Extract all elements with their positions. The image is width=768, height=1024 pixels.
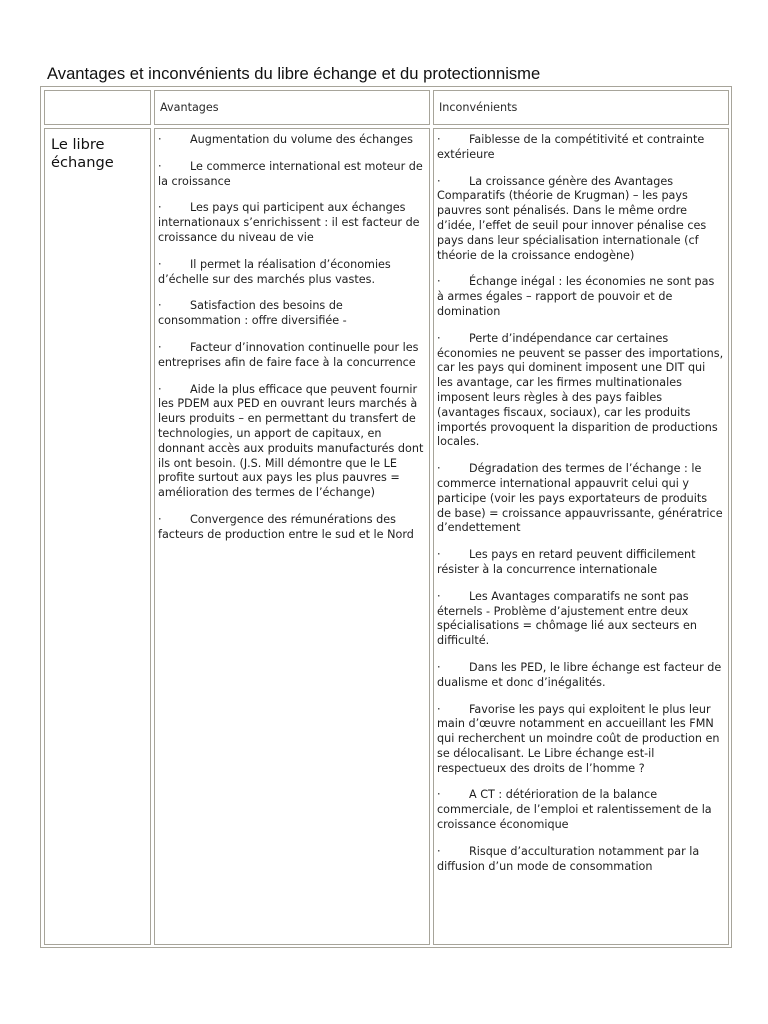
bullet-dot: · xyxy=(158,133,162,146)
header-cell-advantages xyxy=(154,90,430,125)
row-label-libre-echange: Le libre échange xyxy=(51,136,114,171)
item-text: Perte d’indépendance car certaines économies ne peuvent se passer des importations, car les pays qui dominent imposent une DIT qui les avantage, car les firmes multinationales imposent leurs règles à des pays faibles (avantages fiscaux, sociaux), car les produits importés provoquent la disparition de productions locales. xyxy=(437,331,724,449)
item-text: Échange inégal : les économies ne sont pas à armes égales – rapport de pouvoir et de domination xyxy=(437,275,715,318)
item-text: Facteur d’innovation continuelle pour les entreprises afin de faire face à la concurrence xyxy=(158,340,419,369)
item-text: Risque d’acculturation notamment par la diffusion d’un mode de consommation xyxy=(437,844,700,873)
disadvantage-item xyxy=(437,788,724,832)
header-disadvantages: Inconvénients xyxy=(439,101,518,114)
disadvantages-cell xyxy=(433,128,729,945)
bullet-dot: · xyxy=(437,275,441,289)
item-text: Faiblesse de la compétitivité et contrainte extérieure xyxy=(437,133,705,161)
item-text: Convergence des rémunérations des facteurs de production entre le sud et le Nord xyxy=(158,512,414,541)
item-text: A CT : détérioration de la balance commerciale, de l’emploi et ralentissement de la croissance économique xyxy=(437,788,712,832)
item-text: Favorise les pays qui exploitent le plus leur main d’œuvre notamment en accueillant les FMN qui recherchent un moindre coût de production en se délocalisant. Le Libre échange est-il respectueux des droits de l’homme ? xyxy=(437,702,720,775)
advantages-cell xyxy=(154,128,430,945)
disadvantage-item xyxy=(437,175,724,264)
disadvantage-item xyxy=(437,661,724,691)
item-text: La croissance génère des Avantages Comparatifs (théorie de Krugman) – les pays pauvres sont pénalisés. Dans le même ordre d’idée, l’effet de seuil pour innover pénalise ces pays dans leur spécialisation internationale (cf théorie de la croissance endogène) xyxy=(437,174,707,262)
disadvantage-item xyxy=(437,133,724,163)
item-text: Les pays qui participent aux échanges internationaux s’enrichissent : il est facteur de croissance du niveau de vie xyxy=(158,201,420,244)
advantage-item xyxy=(158,133,424,148)
advantages-list xyxy=(158,133,424,555)
advantage-item xyxy=(158,201,424,245)
advantage-item xyxy=(158,299,424,329)
bullet-dot: · xyxy=(437,788,441,802)
bullet-dot: · xyxy=(158,159,162,173)
item-text: Les Avantages comparatifs ne sont pas éternels - Problème d’ajustement entre deux spécialisations = chômage lié aux secteurs en difficulté. xyxy=(437,589,697,648)
advantage-item xyxy=(158,341,424,371)
disadvantage-item xyxy=(437,462,724,536)
disadvantage-item xyxy=(437,275,724,319)
bullet-dot: · xyxy=(158,201,162,215)
disadvantage-item xyxy=(437,590,724,649)
advantage-item xyxy=(158,513,424,543)
disadvantage-item xyxy=(437,332,724,450)
disadvantage-item xyxy=(437,548,724,578)
bullet-dot: · xyxy=(437,548,441,562)
advantage-item xyxy=(158,383,424,501)
item-text: Augmentation du volume des échanges xyxy=(190,133,413,146)
row-header-cell xyxy=(44,128,151,945)
bullet-dot: · xyxy=(437,174,441,188)
advantage-item xyxy=(158,258,424,288)
item-text: Les pays en retard peuvent difficilement résister à la concurrence internationale xyxy=(437,548,696,576)
bullet-dot: · xyxy=(437,844,441,858)
bullet-dot: · xyxy=(437,462,441,476)
item-text: Satisfaction des besoins de consommation : offre diversifiée - xyxy=(158,299,347,328)
disadvantage-item xyxy=(437,703,724,777)
bullet-dot: · xyxy=(437,589,441,603)
bullet-dot: · xyxy=(158,299,162,313)
item-text: Il permet la réalisation d’économies d’échelle sur des marchés plus vastes. xyxy=(158,257,391,286)
item-text: Le commerce international est moteur de la croissance xyxy=(158,159,423,188)
bullet-dot: · xyxy=(158,512,162,526)
header-cell-disadvantages xyxy=(433,90,729,125)
bullet-dot: · xyxy=(437,331,441,345)
table-corner-cell xyxy=(44,90,151,125)
item-text: Aide la plus efficace que peuvent fournir les PDEM aux PED en ouvrant leurs marchés à leurs produits – en permettant du transfert de technologies, un apport de capitaux, en donnant accès aux produits manufacturés dont ils ont besoin. (J.S. Mill démontre que le LE profite surtout aux pays les plus pauvres = amélioration des termes de l’échange) xyxy=(158,382,424,500)
header-advantages: Avantages xyxy=(160,101,219,114)
item-text: Dégradation des termes de l’échange : le commerce international appauvrit celui qui y participe (voir les pays exportateurs de produits de base) = croissance appauvrissante, génératrice d’endettement xyxy=(437,462,723,535)
comparison-table xyxy=(40,86,732,948)
bullet-dot: · xyxy=(437,702,441,716)
document-title: Avantages et inconvénients du libre échange et du protectionnisme xyxy=(47,64,541,83)
bullet-dot: · xyxy=(158,382,162,396)
disadvantages-list xyxy=(437,133,724,886)
bullet-dot: · xyxy=(437,133,441,146)
item-text: Dans les PED, le libre échange est facteur de dualisme et donc d’inégalités. xyxy=(437,660,722,689)
bullet-dot: · xyxy=(158,257,162,271)
advantage-item xyxy=(158,160,424,190)
bullet-dot: · xyxy=(437,660,441,674)
disadvantage-item xyxy=(437,845,724,875)
bullet-dot: · xyxy=(158,340,162,354)
